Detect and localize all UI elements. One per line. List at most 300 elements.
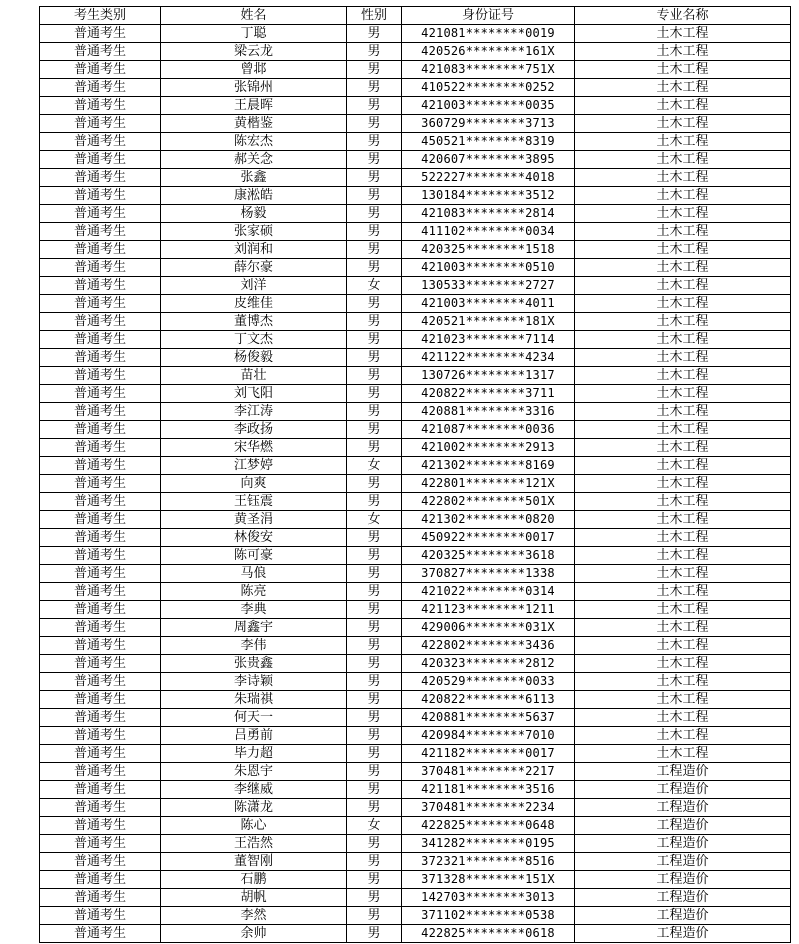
cell-major: 土木工程 [575, 565, 791, 583]
table-row [40, 349, 791, 367]
cell-gender: 男 [347, 565, 402, 583]
table-row [40, 529, 791, 547]
cell-major: 土木工程 [575, 727, 791, 745]
cell-category: 普通考生 [40, 205, 161, 223]
cell-gender: 女 [347, 817, 402, 835]
table-row [40, 799, 791, 817]
cell-major: 土木工程 [575, 421, 791, 439]
table-row [40, 835, 791, 853]
header-row [40, 7, 791, 25]
cell-gender: 男 [347, 763, 402, 781]
table-row [40, 547, 791, 565]
cell-major: 工程造价 [575, 799, 791, 817]
cell-id-number: 421181********3516 [402, 781, 575, 799]
cell-name: 王晨晖 [161, 97, 347, 115]
cell-category: 普通考生 [40, 151, 161, 169]
cell-major: 土木工程 [575, 349, 791, 367]
table-row [40, 565, 791, 583]
cell-category: 普通考生 [40, 619, 161, 637]
cell-name: 吕勇前 [161, 727, 347, 745]
cell-category: 普通考生 [40, 223, 161, 241]
cell-gender: 男 [347, 133, 402, 151]
table-row [40, 133, 791, 151]
cell-gender: 女 [347, 457, 402, 475]
table-row [40, 403, 791, 421]
table-row [40, 583, 791, 601]
cell-category: 普通考生 [40, 835, 161, 853]
cell-major: 工程造价 [575, 853, 791, 871]
cell-name: 丁聪 [161, 25, 347, 43]
cell-category: 普通考生 [40, 565, 161, 583]
cell-major: 土木工程 [575, 169, 791, 187]
cell-major: 土木工程 [575, 529, 791, 547]
cell-name: 胡帆 [161, 889, 347, 907]
cell-gender: 男 [347, 367, 402, 385]
cell-category: 普通考生 [40, 655, 161, 673]
table-row [40, 169, 791, 187]
cell-name: 余帅 [161, 925, 347, 943]
cell-gender: 男 [347, 493, 402, 511]
table-row [40, 673, 791, 691]
cell-category: 普通考生 [40, 403, 161, 421]
cell-name: 李然 [161, 907, 347, 925]
cell-name: 康淞皓 [161, 187, 347, 205]
cell-gender: 男 [347, 529, 402, 547]
cell-id-number: 421003********0510 [402, 259, 575, 277]
cell-name: 陈亮 [161, 583, 347, 601]
cell-id-number: 421003********0035 [402, 97, 575, 115]
table-row [40, 277, 791, 295]
table-row [40, 97, 791, 115]
cell-id-number: 371328********151X [402, 871, 575, 889]
cell-category: 普通考生 [40, 637, 161, 655]
cell-category: 普通考生 [40, 61, 161, 79]
cell-category: 普通考生 [40, 457, 161, 475]
cell-category: 普通考生 [40, 493, 161, 511]
cell-category: 普通考生 [40, 421, 161, 439]
cell-id-number: 420881********3316 [402, 403, 575, 421]
table-row [40, 781, 791, 799]
cell-category: 普通考生 [40, 367, 161, 385]
cell-id-number: 421123********1211 [402, 601, 575, 619]
table-row [40, 709, 791, 727]
cell-major: 土木工程 [575, 223, 791, 241]
cell-gender: 男 [347, 835, 402, 853]
cell-major: 土木工程 [575, 313, 791, 331]
table-row [40, 853, 791, 871]
cell-name: 张贵鑫 [161, 655, 347, 673]
cell-name: 张家硕 [161, 223, 347, 241]
cell-category: 普通考生 [40, 799, 161, 817]
cell-id-number: 421081********0019 [402, 25, 575, 43]
cell-name: 丁文杰 [161, 331, 347, 349]
cell-major: 工程造价 [575, 781, 791, 799]
cell-name: 马俍 [161, 565, 347, 583]
cell-id-number: 371102********0538 [402, 907, 575, 925]
cell-gender: 男 [347, 601, 402, 619]
cell-gender: 男 [347, 799, 402, 817]
cell-major: 土木工程 [575, 691, 791, 709]
cell-id-number: 130533********2727 [402, 277, 575, 295]
cell-id-number: 420325********3618 [402, 547, 575, 565]
cell-name: 李典 [161, 601, 347, 619]
cell-id-number: 422801********121X [402, 475, 575, 493]
cell-name: 李继威 [161, 781, 347, 799]
cell-gender: 男 [347, 403, 402, 421]
table-row [40, 763, 791, 781]
cell-id-number: 421023********7114 [402, 331, 575, 349]
table-row [40, 115, 791, 133]
table-row [40, 511, 791, 529]
cell-gender: 男 [347, 547, 402, 565]
cell-major: 土木工程 [575, 97, 791, 115]
cell-id-number: 422802********3436 [402, 637, 575, 655]
table-row [40, 43, 791, 61]
cell-name: 宋华燃 [161, 439, 347, 457]
cell-gender: 男 [347, 331, 402, 349]
cell-major: 工程造价 [575, 925, 791, 943]
cell-id-number: 421122********4234 [402, 349, 575, 367]
cell-major: 工程造价 [575, 907, 791, 925]
cell-major: 土木工程 [575, 511, 791, 529]
cell-name: 刘润和 [161, 241, 347, 259]
cell-gender: 男 [347, 241, 402, 259]
table-row [40, 241, 791, 259]
cell-name: 皮维佳 [161, 295, 347, 313]
cell-major: 土木工程 [575, 475, 791, 493]
cell-major: 土木工程 [575, 637, 791, 655]
cell-category: 普通考生 [40, 745, 161, 763]
cell-name: 黄圣涓 [161, 511, 347, 529]
cell-category: 普通考生 [40, 385, 161, 403]
cell-major: 土木工程 [575, 187, 791, 205]
cell-major: 土木工程 [575, 439, 791, 457]
cell-major: 土木工程 [575, 115, 791, 133]
cell-major: 土木工程 [575, 385, 791, 403]
cell-category: 普通考生 [40, 295, 161, 313]
table-row [40, 151, 791, 169]
table-row [40, 61, 791, 79]
cell-category: 普通考生 [40, 331, 161, 349]
header-id-number: 身份证号 [402, 7, 575, 25]
cell-id-number: 370827********1338 [402, 565, 575, 583]
cell-id-number: 421302********8169 [402, 457, 575, 475]
cell-gender: 男 [347, 151, 402, 169]
cell-gender: 男 [347, 115, 402, 133]
cell-id-number: 450521********8319 [402, 133, 575, 151]
cell-name: 林俊安 [161, 529, 347, 547]
cell-name: 董智刚 [161, 853, 347, 871]
table-row [40, 79, 791, 97]
cell-name: 何天一 [161, 709, 347, 727]
table-row [40, 259, 791, 277]
table-row [40, 475, 791, 493]
cell-id-number: 450922********0017 [402, 529, 575, 547]
table-row [40, 871, 791, 889]
cell-name: 王钰震 [161, 493, 347, 511]
cell-gender: 男 [347, 781, 402, 799]
cell-name: 刘洋 [161, 277, 347, 295]
cell-gender: 男 [347, 727, 402, 745]
table-row [40, 601, 791, 619]
header-name: 姓名 [161, 7, 347, 25]
cell-major: 土木工程 [575, 583, 791, 601]
cell-category: 普通考生 [40, 475, 161, 493]
cell-id-number: 370481********2234 [402, 799, 575, 817]
cell-id-number: 372321********8516 [402, 853, 575, 871]
cell-category: 普通考生 [40, 547, 161, 565]
cell-id-number: 370481********2217 [402, 763, 575, 781]
cell-id-number: 421182********0017 [402, 745, 575, 763]
cell-name: 曾邶 [161, 61, 347, 79]
cell-name: 李伟 [161, 637, 347, 655]
cell-name: 杨毅 [161, 205, 347, 223]
table-row [40, 637, 791, 655]
cell-category: 普通考生 [40, 709, 161, 727]
cell-major: 土木工程 [575, 745, 791, 763]
cell-major: 土木工程 [575, 331, 791, 349]
cell-gender: 男 [347, 655, 402, 673]
cell-gender: 男 [347, 187, 402, 205]
cell-id-number: 422825********0618 [402, 925, 575, 943]
cell-name: 王浩然 [161, 835, 347, 853]
cell-name: 石鹏 [161, 871, 347, 889]
table-row [40, 457, 791, 475]
cell-gender: 男 [347, 205, 402, 223]
cell-gender: 男 [347, 673, 402, 691]
cell-category: 普通考生 [40, 115, 161, 133]
cell-gender: 男 [347, 295, 402, 313]
cell-category: 普通考生 [40, 79, 161, 97]
cell-id-number: 420822********3711 [402, 385, 575, 403]
cell-name: 苗壮 [161, 367, 347, 385]
cell-major: 工程造价 [575, 871, 791, 889]
cell-major: 土木工程 [575, 403, 791, 421]
cell-category: 普通考生 [40, 439, 161, 457]
cell-gender: 男 [347, 583, 402, 601]
cell-id-number: 421083********2814 [402, 205, 575, 223]
cell-gender: 男 [347, 43, 402, 61]
cell-major: 土木工程 [575, 457, 791, 475]
cell-category: 普通考生 [40, 511, 161, 529]
cell-id-number: 410522********0252 [402, 79, 575, 97]
cell-category: 普通考生 [40, 889, 161, 907]
cell-id-number: 421087********0036 [402, 421, 575, 439]
cell-name: 张鑫 [161, 169, 347, 187]
cell-name: 陈心 [161, 817, 347, 835]
table-row [40, 439, 791, 457]
cell-major: 土木工程 [575, 547, 791, 565]
cell-id-number: 420529********0033 [402, 673, 575, 691]
cell-name: 黄楷鉴 [161, 115, 347, 133]
cell-category: 普通考生 [40, 583, 161, 601]
table-row [40, 331, 791, 349]
cell-major: 土木工程 [575, 61, 791, 79]
cell-category: 普通考生 [40, 871, 161, 889]
header-category: 考生类别 [40, 7, 161, 25]
cell-id-number: 341282********0195 [402, 835, 575, 853]
header-gender: 性别 [347, 7, 402, 25]
header-major: 专业名称 [575, 7, 791, 25]
cell-id-number: 420607********3895 [402, 151, 575, 169]
cell-gender: 男 [347, 907, 402, 925]
cell-id-number: 421022********0314 [402, 583, 575, 601]
table-row [40, 25, 791, 43]
cell-category: 普通考生 [40, 259, 161, 277]
cell-gender: 男 [347, 79, 402, 97]
cell-gender: 女 [347, 277, 402, 295]
cell-id-number: 422802********501X [402, 493, 575, 511]
cell-major: 土木工程 [575, 277, 791, 295]
cell-id-number: 420526********161X [402, 43, 575, 61]
cell-major: 土木工程 [575, 601, 791, 619]
table-row [40, 907, 791, 925]
cell-gender: 男 [347, 871, 402, 889]
cell-name: 郝关念 [161, 151, 347, 169]
cell-id-number: 420822********6113 [402, 691, 575, 709]
cell-category: 普通考生 [40, 907, 161, 925]
cell-major: 工程造价 [575, 889, 791, 907]
cell-category: 普通考生 [40, 727, 161, 745]
cell-category: 普通考生 [40, 763, 161, 781]
table-row [40, 367, 791, 385]
cell-gender: 男 [347, 421, 402, 439]
cell-gender: 男 [347, 691, 402, 709]
cell-major: 土木工程 [575, 241, 791, 259]
cell-major: 土木工程 [575, 673, 791, 691]
cell-category: 普通考生 [40, 187, 161, 205]
cell-major: 工程造价 [575, 817, 791, 835]
cell-gender: 男 [347, 97, 402, 115]
cell-name: 江梦婷 [161, 457, 347, 475]
cell-gender: 男 [347, 259, 402, 277]
cell-name: 梁云龙 [161, 43, 347, 61]
table-row [40, 745, 791, 763]
cell-gender: 男 [347, 889, 402, 907]
cell-id-number: 421302********0820 [402, 511, 575, 529]
cell-major: 土木工程 [575, 655, 791, 673]
cell-major: 土木工程 [575, 205, 791, 223]
cell-gender: 男 [347, 745, 402, 763]
cell-name: 杨俊毅 [161, 349, 347, 367]
table-row [40, 727, 791, 745]
table-row [40, 817, 791, 835]
table-row [40, 205, 791, 223]
cell-category: 普通考生 [40, 817, 161, 835]
cell-category: 普通考生 [40, 601, 161, 619]
table-row [40, 493, 791, 511]
cell-gender: 男 [347, 637, 402, 655]
cell-category: 普通考生 [40, 313, 161, 331]
cell-category: 普通考生 [40, 781, 161, 799]
cell-major: 土木工程 [575, 619, 791, 637]
cell-id-number: 142703********3013 [402, 889, 575, 907]
table-row [40, 691, 791, 709]
cell-gender: 男 [347, 853, 402, 871]
cell-category: 普通考生 [40, 691, 161, 709]
cell-id-number: 420984********7010 [402, 727, 575, 745]
cell-major: 土木工程 [575, 43, 791, 61]
cell-gender: 男 [347, 709, 402, 727]
cell-category: 普通考生 [40, 853, 161, 871]
cell-gender: 男 [347, 25, 402, 43]
cell-gender: 男 [347, 169, 402, 187]
cell-category: 普通考生 [40, 925, 161, 943]
cell-name: 向爽 [161, 475, 347, 493]
cell-category: 普通考生 [40, 529, 161, 547]
cell-gender: 女 [347, 511, 402, 529]
cell-id-number: 130726********1317 [402, 367, 575, 385]
cell-gender: 男 [347, 349, 402, 367]
cell-id-number: 420323********2812 [402, 655, 575, 673]
table-row [40, 313, 791, 331]
cell-name: 李江涛 [161, 403, 347, 421]
cell-gender: 男 [347, 313, 402, 331]
cell-category: 普通考生 [40, 673, 161, 691]
cell-category: 普通考生 [40, 349, 161, 367]
table-body [40, 25, 791, 943]
cell-gender: 男 [347, 61, 402, 79]
cell-name: 李诗颖 [161, 673, 347, 691]
table-row [40, 889, 791, 907]
cell-major: 土木工程 [575, 151, 791, 169]
cell-id-number: 421002********2913 [402, 439, 575, 457]
table-row [40, 925, 791, 943]
cell-major: 工程造价 [575, 835, 791, 853]
cell-major: 工程造价 [575, 763, 791, 781]
cell-id-number: 420881********5637 [402, 709, 575, 727]
cell-category: 普通考生 [40, 133, 161, 151]
cell-gender: 男 [347, 223, 402, 241]
cell-major: 土木工程 [575, 367, 791, 385]
cell-category: 普通考生 [40, 25, 161, 43]
cell-category: 普通考生 [40, 169, 161, 187]
cell-category: 普通考生 [40, 97, 161, 115]
cell-id-number: 422825********0648 [402, 817, 575, 835]
cell-id-number: 130184********3512 [402, 187, 575, 205]
table-row [40, 421, 791, 439]
cell-name: 薛尔豪 [161, 259, 347, 277]
table-row [40, 295, 791, 313]
cell-name: 董博杰 [161, 313, 347, 331]
cell-id-number: 411102********0034 [402, 223, 575, 241]
cell-id-number: 421003********4011 [402, 295, 575, 313]
roster-table [39, 6, 791, 943]
cell-gender: 男 [347, 925, 402, 943]
cell-gender: 男 [347, 619, 402, 637]
table-row [40, 223, 791, 241]
cell-name: 陈潇龙 [161, 799, 347, 817]
cell-major: 土木工程 [575, 259, 791, 277]
table-row [40, 187, 791, 205]
cell-category: 普通考生 [40, 43, 161, 61]
cell-category: 普通考生 [40, 277, 161, 295]
cell-name: 周鑫宇 [161, 619, 347, 637]
cell-name: 陈宏杰 [161, 133, 347, 151]
cell-id-number: 522227********4018 [402, 169, 575, 187]
cell-major: 土木工程 [575, 25, 791, 43]
cell-name: 朱瑞祺 [161, 691, 347, 709]
table-row [40, 619, 791, 637]
cell-id-number: 420325********1518 [402, 241, 575, 259]
cell-major: 土木工程 [575, 709, 791, 727]
cell-id-number: 360729********3713 [402, 115, 575, 133]
cell-name: 朱恩宇 [161, 763, 347, 781]
cell-category: 普通考生 [40, 241, 161, 259]
table-row [40, 385, 791, 403]
cell-gender: 男 [347, 439, 402, 457]
cell-gender: 男 [347, 475, 402, 493]
